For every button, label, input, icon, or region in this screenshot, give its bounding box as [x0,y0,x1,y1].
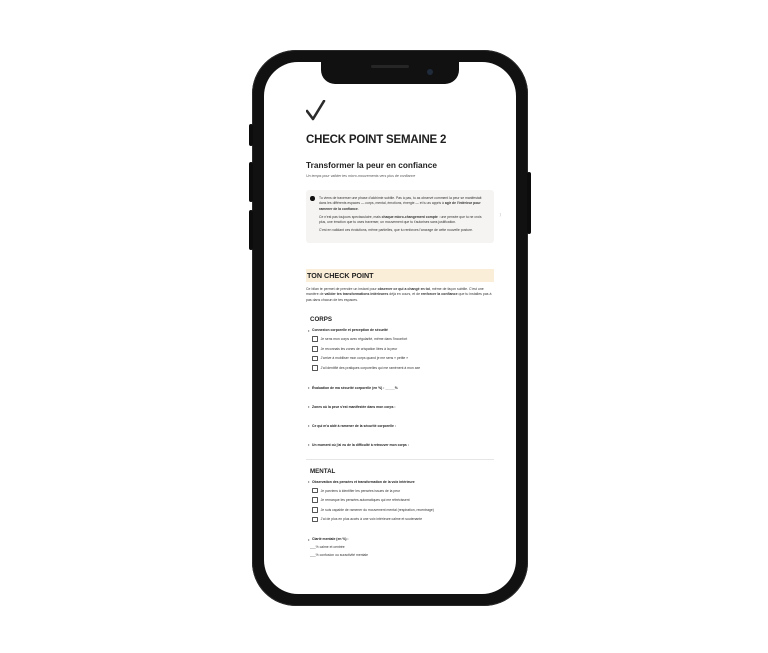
mental-line-calme: ___% calme et centrée [310,545,345,550]
callout-paragraph-3: C'est en validant ces évolutions, même partielles, que tu renforces l'ancrage de cette nouvelle posture. [319,228,473,233]
phone-frame [252,50,528,606]
page-subtitle: Un temps pour valider tes micro-mouvements vers plus de confiance [306,174,416,178]
mental-checkbox-item[interactable]: Je suis capable de ramener du mouvement mental (respiration, recentrage) [306,507,494,513]
corps-checkbox-item[interactable]: Je sens mon corps avec régularité, même dans l'inconfort [306,336,494,342]
checkpoint-heading: TON CHECK POINT [306,269,494,282]
corps-checkbox-item[interactable]: Je reconnais les zones de crispation liées à la peur [306,346,494,352]
power-button [527,172,531,234]
checkbox[interactable] [312,488,318,494]
mental-line-confusion: ___% confusion ou suractivité mentale [310,553,369,558]
checkbox[interactable] [312,356,318,362]
checkbox[interactable] [312,346,318,352]
mental-checkbox-item[interactable]: Je remarque les pensées automatiques qui me rétrécissent [306,497,494,503]
corps-bullet-connexion: • Connexion corporelle et perception de sécurité [306,328,494,332]
mental-checkbox-item[interactable]: Je parviens à identifier les pensées issues de la peur [306,488,494,494]
checkpoint-intro: Ce bilan te permet de prendre un instant pour observer ce qui a changé en toi, même de façon subtile. C'est une manière de valider tes transformations intérieures déjà en cours, et de renforcer la confiance que tu installes pas à pas dans chacun de tes espaces. [306,286,492,302]
document-page [306,100,501,558]
corps-checkbox-item[interactable]: J'arrive à mobiliser mon corps quand je me sens « petite » [306,356,494,362]
silent-switch [249,124,253,146]
checkmark-icon [306,100,326,122]
page-heading: Transformer la peur en confiance [306,160,437,170]
corps-bullet-difficulte: • Un moment où j'ai eu de la difficulté à retrouver mon corps : [306,443,494,447]
side-handle-icon[interactable]: ⟩ [499,212,501,217]
callout-paragraph-1: Tu viens de traverser une phase d'alchimie subtile. Pas à pas, tu as observé comment la peur se manifestait dans les différents espaces — corps, mental, émotions, énergie — et tu as appris à agir de l'intérieur pour ramener de la confiance. [319,196,482,211]
corps-bullet-aide: • Ce qui m'a aidé à ramener de la sécurité corporelle : [306,424,494,428]
volume-down-button [249,210,253,250]
checkbox[interactable] [312,507,318,513]
corps-bullet-evaluation: • Évaluation de ma sécurité corporelle (en %) : _____% [306,386,494,390]
checkbox[interactable] [312,497,318,503]
phone-screen [264,62,516,594]
front-camera [427,69,433,75]
notch [321,62,459,84]
section-divider [306,459,494,460]
corps-checkbox-item[interactable]: J'ai identifié des pratiques corporelles qui me ramènent à mon axe [306,365,494,371]
mental-bullet-observation: • Observation des pensées et transformation de la voix intérieure [306,480,494,484]
corps-bullet-zones: • Zones où la peur s'est manifestée dans mon corps : [306,405,494,409]
section-heading-mental: MENTAL [310,467,336,475]
section-heading-corps: CORPS [310,316,333,324]
mental-checkbox-item[interactable]: J'ai de plus en plus accès à une voix intérieure calme et soutenante [306,517,494,523]
mental-bullet-clarte: • Clarté mentale (en %) : [306,537,494,541]
checkbox[interactable] [312,365,318,371]
volume-up-button [249,162,253,202]
speaker [371,65,409,68]
checkbox[interactable] [312,517,318,523]
checkbox[interactable] [312,336,318,342]
intro-callout [306,190,501,243]
callout-bullet-icon [310,196,315,201]
page-title: CHECK POINT SEMAINE 2 [306,134,447,146]
callout-paragraph-2: Ce n'est pas toujours spectaculaire, mais chaque micro-changement compte : une pensée que tu ne crois plus, une émotion que tu oses traverser, un mouvement que tu t'autorises sans justification. [319,214,482,225]
